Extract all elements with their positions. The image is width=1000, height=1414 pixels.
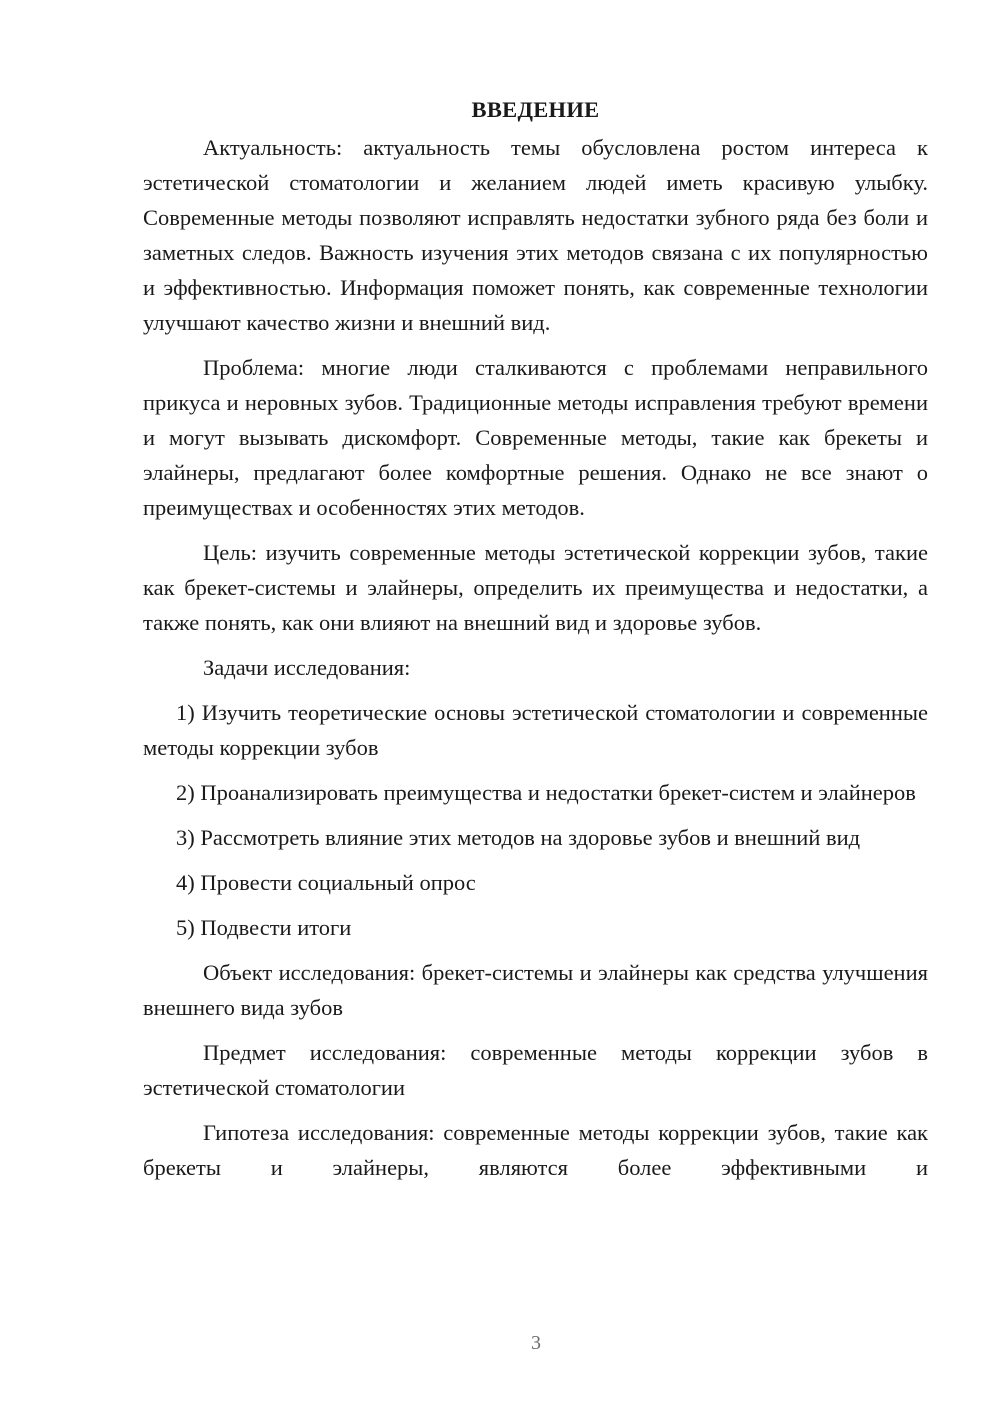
tasks-heading: Задачи исследования: [203,655,411,680]
paragraph-hypothesis: Гипотеза исследования: современные методы коррекции зубов, такие как брекеты и элайнеры, являются более эффективными и [143,1120,928,1180]
paragraph-object: Объект исследования: брекет-системы и элайнеры как средства улучшения внешнего вида зубов [143,960,928,1020]
paragraph-relevance: Актуальность: актуальность темы обусловлена ростом интереса к эстетической стоматологии и желанием людей иметь красивую улыбку. Современные методы позволяют исправлять недостатки зубного ряда без боли и заметных следов. Важность изучения этих методов связана с их популярностью и эффективностью. Информация поможет понять, как современные технологии улучшают качество жизни и внешний вид. [143,135,928,335]
paragraph-subject: Предмет исследования: современные методы коррекции зубов в эстетической стоматологии [143,1040,928,1100]
task-item: 5) Подвести итоги [176,915,352,940]
task-item: 2) Проанализировать преимущества и недостатки брекет-систем и элайнеров [176,780,916,805]
task-item: 3) Рассмотреть влияние этих методов на здоровье зубов и внешний вид [176,825,861,850]
paragraph-goal: Цель: изучить современные методы эстетической коррекции зубов, такие как брекет-системы и элайнеры, определить их преимущества и недостатки, а также понять, как они влияют на внешний вид и здоровье зубов. [143,540,928,635]
paragraph-problem: Проблема: многие люди сталкиваются с проблемами неправильного прикуса и неровных зубов. Традиционные методы исправления требуют времени и могут вызывать дискомфорт. Современные методы, такие как брекеты и элайнеры, предлагают более комфортные решения. Однако не все знают о преимуществах и особенностях этих методов. [143,355,928,520]
task-item: 4) Провести социальный опрос [176,870,476,895]
task-item: 1) Изучить теоретические основы эстетической стоматологии и современные методы коррекции зубов [143,700,928,760]
page-content [143,92,928,1195]
page-number: 3 [531,1332,541,1354]
section-heading: ВВЕДЕНИЕ [471,97,600,122]
